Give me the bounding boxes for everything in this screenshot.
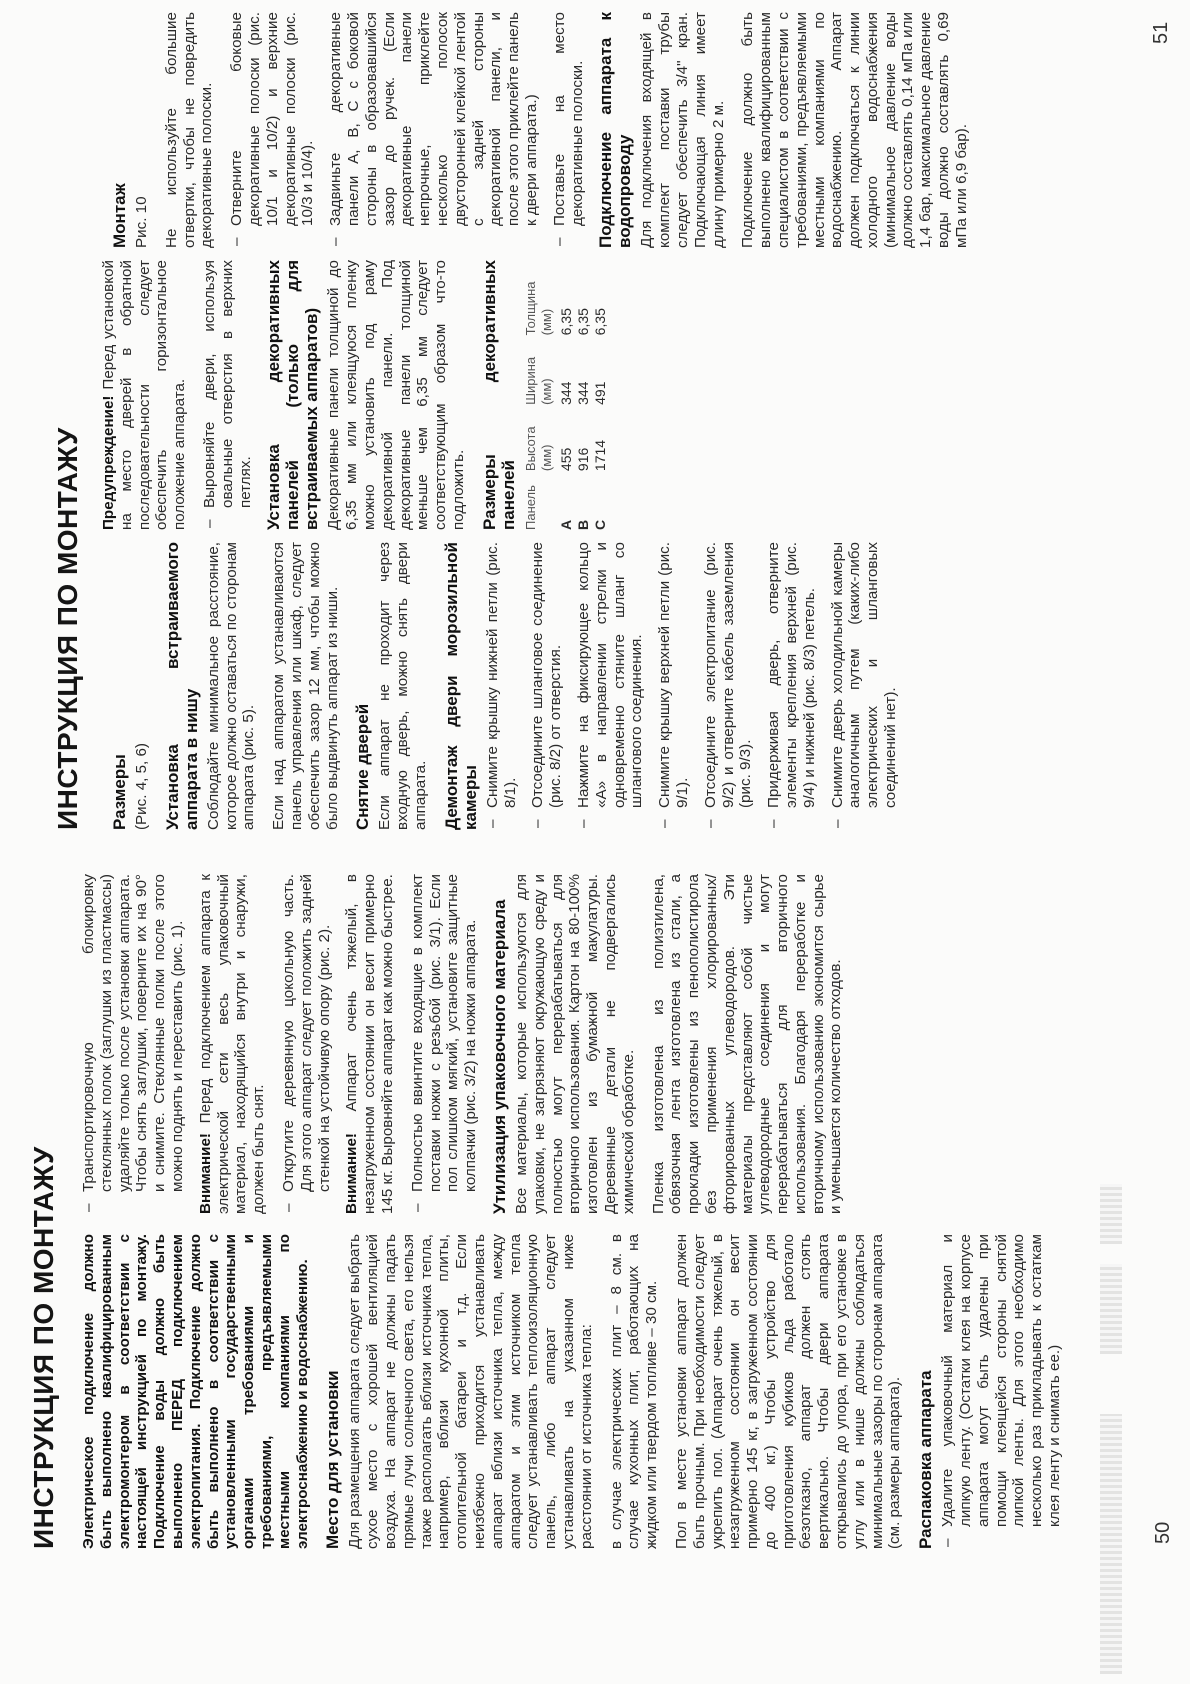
scan-artifact — [1100, 1184, 1122, 1244]
right-column-1 — [100, 542, 910, 830]
warning-2-label: Внимание! — [343, 1133, 361, 1214]
right-page-number: 51 — [1150, 21, 1172, 44]
warning-1-text: Перед подключением аппарата к электрической сети весь упаковочный материал, находящийся внутри и снаружи, должен быть снят. — [196, 874, 268, 1214]
doors-text: Если аппарат не проходит через входную дверь, можно снять двери аппарата. — [376, 542, 429, 830]
warning-2 — [343, 874, 396, 1214]
warning-1 — [197, 874, 268, 1214]
doors-heading: Снятие дверей — [353, 703, 373, 830]
place-floor-text: Пол в месте установки аппарат должен быть прочным. При необходимости следует укрепить пол. (Аппарат очень тяжелый, в незагруженном состоянии он весит примерно 145 кг, в загруженном состоянии до 400 кг.) Чтобы устройство для приготовления кубиков льда работало безотказно, аппарат должен стоять вертикально. Чтобы двери аппарата открывались до упора, при его установке в углу или в нише должны соблюдаться минимальные зазоры по сторонам аппарата (см. размеры аппарата). — [672, 1234, 904, 1549]
left-page — [0, 842, 1190, 1684]
freezer-step-item: – Отсоедините шланговое соединение (рис. 8/2) от отверстия. — [529, 542, 565, 830]
intro-bold-paragraph: Электрическое подключение должно быть выполнено квалифицированным электромонтером в соответствии с настоящей инструкцией по монтажу. Подключение воды должно быть выполнено ПЕРЕД подключением электропитания. Подключение должно быть выполнено в соответствии с установленными государственными органами требованиями и требованиями, предъявляемыми местными компаниями по электроснабжению и водоснабжению. — [80, 1234, 311, 1549]
table-row — [558, 260, 575, 530]
right-page-title: ИНСТРУКЦИЯ ПО МОНТАЖУ — [52, 427, 83, 830]
mount-ref: Рис. 10 — [133, 196, 150, 248]
screw-feet-item: – Полностью ввинтите входящие в комплект поставки ножки с резьбой (рис. 3/1). Если пол слишком мягкий, установите защитные колпачки (рис. 3/2) на ножки аппарата. — [409, 874, 480, 1214]
sizes-ref: (Рис. 4, 5, 6) — [133, 743, 150, 830]
mount-step-item: – Отверните боковые декоративные полоски (рис. 10/1 и 10/2) и верхние декоративные полоски (рис. 10/3 и 10/4). — [228, 12, 317, 248]
place-text: Для размещения аппарата следует выбрать сухое место с хорошей вентиляцией воздуха. На аппарат не должны падать прямые лучи солнечного света, его нельзя также располагать вблизи источника тепла, например, вблизи кухонной плиты, отопительной батареи и т.д. Если неизбежно приходится устанавливать аппарат вблизи источника тепла, между аппаратом и этим источником тепла следует устанавливать теплоизоляционную панель, либо аппарат следует устанавливать на указанном ниже расстоянии от источника тепла: — [346, 1234, 595, 1549]
freezer-step-item: – Снимите дверь холодильной камеры аналогичным путем (каких-либо электрических и шланговых соединений нет). — [829, 542, 900, 830]
panel-dimensions-table — [522, 260, 609, 530]
recycle-text-1: Все материалы, которые используются для упаковки, не загрязняют окружающую среду и полностью могут перерабатываться для вторичного использования. Картон на 80-100% изготовлен из бумажной макулатуры. Деревянные детали не подвергались химической обработке. — [512, 874, 637, 1214]
table-cell: 6,35 — [557, 308, 574, 336]
left-page-title: ИНСТРУКЦИЯ ПО МОНТАЖУ — [28, 1146, 59, 1549]
niche-text-1: Соблюдайте минимальное расстояние, которое должно оставаться по сторонам аппарата (рис. 5). — [204, 542, 258, 830]
left-column-1 — [80, 1234, 1074, 1549]
table-cell: 1714 — [591, 439, 608, 472]
mount-step-item: – Задвиньте декоративные панели A, B, C с боковой стороны в образовавшийся зазор до ручек. (Если декоративные панели непрочные, приклейте несколько полосок двусторонней клейкой лентой с задней стороны декоративной панели, и после этого приклейте панель к двери аппарата.) — [327, 12, 541, 248]
recycle-heading: Утилизация упаковочного материала — [489, 899, 509, 1214]
table-cell: 344 — [557, 381, 574, 405]
right-column-3 — [100, 12, 983, 248]
warning-1-label: Внимание! — [196, 1133, 214, 1214]
freezer-steps-list — [484, 542, 900, 830]
left-column-2 — [80, 874, 857, 1214]
table-body — [558, 260, 609, 530]
wood-base-item: – Открутите деревянную цокольную часть. Для этого аппарат следует положить задней стенкой на устойчивую опору (рис. 2). — [280, 874, 333, 1214]
scan-artifact — [1100, 1414, 1122, 1674]
align-doors-item: – Выровняйте двери, используя овальные отверстия в верхних петлях. — [201, 260, 254, 530]
scan-artifact — [1100, 1264, 1122, 1354]
recycle-text-2: Пленка изготовлена из полиэтилена, обвязочная лента изготовлена из стали, а прокладки изготовлены из пенополистирола без применения хлорированных/ фторированных углеводородов. Эти материалы представляют собой чистые углеводородные соединения и могут перерабатываться для вторичного использования. Благодаря переработке и вторичному использованию экономится сырье и уменьшается количество отходов. — [649, 874, 845, 1214]
mount-step-item: – Поставьте на место декоративные полоски. — [551, 12, 587, 248]
table-cell: 916 — [574, 447, 591, 472]
dims-heading: Размеры декоративных панелей — [479, 260, 518, 530]
table-cell: 6,35 — [574, 308, 591, 336]
right-column-2 — [100, 260, 619, 530]
unpack-item: – Удалите упаковочный материал и липкую ленту. (Остатки клея на корпусе аппарата могут быть удалены при помощи клеящейся стороны снятой липкой ленты. Для этого необходимо несколько раз прикладывать к остаткам клея ленту и снимать ее.) — [939, 1234, 1064, 1549]
freezer-step-item: – Снимите крышку нижней петли (рис. 8/1). — [484, 542, 520, 830]
water-heading: Подключение аппарата к водопроводу — [596, 12, 635, 248]
place-distances: в случае электрических плит – 8 см. в случае кухонных плит, работающих на жидком или твердом топливе – 30 см. — [607, 1234, 661, 1549]
table-cell: 344 — [574, 381, 591, 405]
warning-label: Предупреждение! — [100, 395, 117, 530]
table-cell: 6,35 — [591, 308, 608, 336]
left-page-number: 50 — [1152, 1521, 1174, 1544]
mount-text: Не используйте большие отвертки, чтобы не повредить декоративные полоски. — [162, 12, 216, 248]
table-row — [592, 260, 609, 530]
table-header-cell: Высота (мм) — [522, 426, 554, 472]
sizes-heading: Размеры — [110, 754, 129, 830]
mount-steps-list — [228, 12, 586, 248]
table-header-cell: Панель — [522, 485, 538, 530]
water-text-1: Для подключения входящей в комплект поставки трубы следует обеспечить 3/4" кран. Подключающая линия имеет длину примерно 2 м. — [638, 12, 727, 248]
transport-item: – Транспортировочную блокировку стеклянных полок (заглушки из пластмассы) удаляйте только после установки аппарата. Чтобы снять заглушки, поверните их на 90° и снимите. Стеклянные полки после этого можно поднять и переставить (рис. 1). — [80, 874, 187, 1214]
table-cell: 455 — [557, 447, 574, 472]
panels-heading: Установка декоративных панелей (только для встраиваемых аппаратов) — [264, 260, 322, 530]
freezer-heading: Демонтаж двери морозильной камеры — [441, 542, 480, 830]
warning-2-text: Аппарат очень тяжелый, в незагруженном состоянии он весит примерно 145 кг. Выровняйте аппарат как можно быстрее. — [343, 874, 396, 1214]
place-heading: Место для установки — [323, 1370, 343, 1549]
mount-heading: Монтаж — [110, 183, 129, 248]
table-header-cell: Ширина (мм) — [522, 356, 554, 405]
table-cell: 491 — [591, 381, 608, 405]
table-row — [575, 260, 592, 530]
table-header-row — [522, 260, 558, 530]
panels-text: Декоративные панели толщиной до 6,35 мм или клеящуюся пленку можно установить под раму декоративной панели. Под декоративные панели толщиной меньше чем 6,35 мм следует соответствующим образом что-то подложить. — [325, 260, 467, 530]
table-cell: A — [557, 519, 574, 530]
unpack-heading: Распаковка аппарата — [916, 1370, 936, 1549]
niche-heading: Установка встраиваемого аппарата в нишу — [162, 542, 201, 830]
warning — [100, 260, 189, 530]
table-header-cell: Толщина (мм) — [522, 281, 554, 336]
warning-text: Перед установкой на место дверей в обратной последовательности следует обеспечить горизонтальное положение аппарата. — [100, 260, 189, 530]
water-text-2: Подключение должно быть выполнено квалифицированным специалистом в соответствии с требованиями, предъявляемыми местными компаниями по водоснабжению. Аппарат должен подключаться к линии холодного водоснабжения (минимальное давление воды должно составлять 0,14 мПа или 1,4 бар, максимальное давление воды должно составлять 0,69 мПа или 6,9 бар). — [739, 12, 970, 248]
freezer-step-item: – Снимите крышку верхней петли (рис. 9/1). — [656, 542, 692, 830]
freezer-step-item: – Нажмите на фиксирующее кольцо «А» в направлении стрелки и одновременно стяните шланг со шлангового соединения. — [575, 542, 646, 830]
table-cell: C — [591, 519, 608, 530]
niche-text-2: Если над аппаратом устанавливаются панель управления или шкаф, следует обеспечить зазор 12 мм, чтобы можно было выдвинуть аппарат из ниши. — [270, 542, 341, 830]
freezer-step-item: – Отсоедините электропитание (рис. 9/2) и отверните кабель заземления (рис. 9/3). — [702, 542, 755, 830]
table-cell: B — [574, 519, 591, 530]
freezer-step-item: – Придерживая дверь, отверните элементы крепления верхней (рис. 9/4) и нижней (рис. 8/3) петель. — [765, 542, 818, 830]
